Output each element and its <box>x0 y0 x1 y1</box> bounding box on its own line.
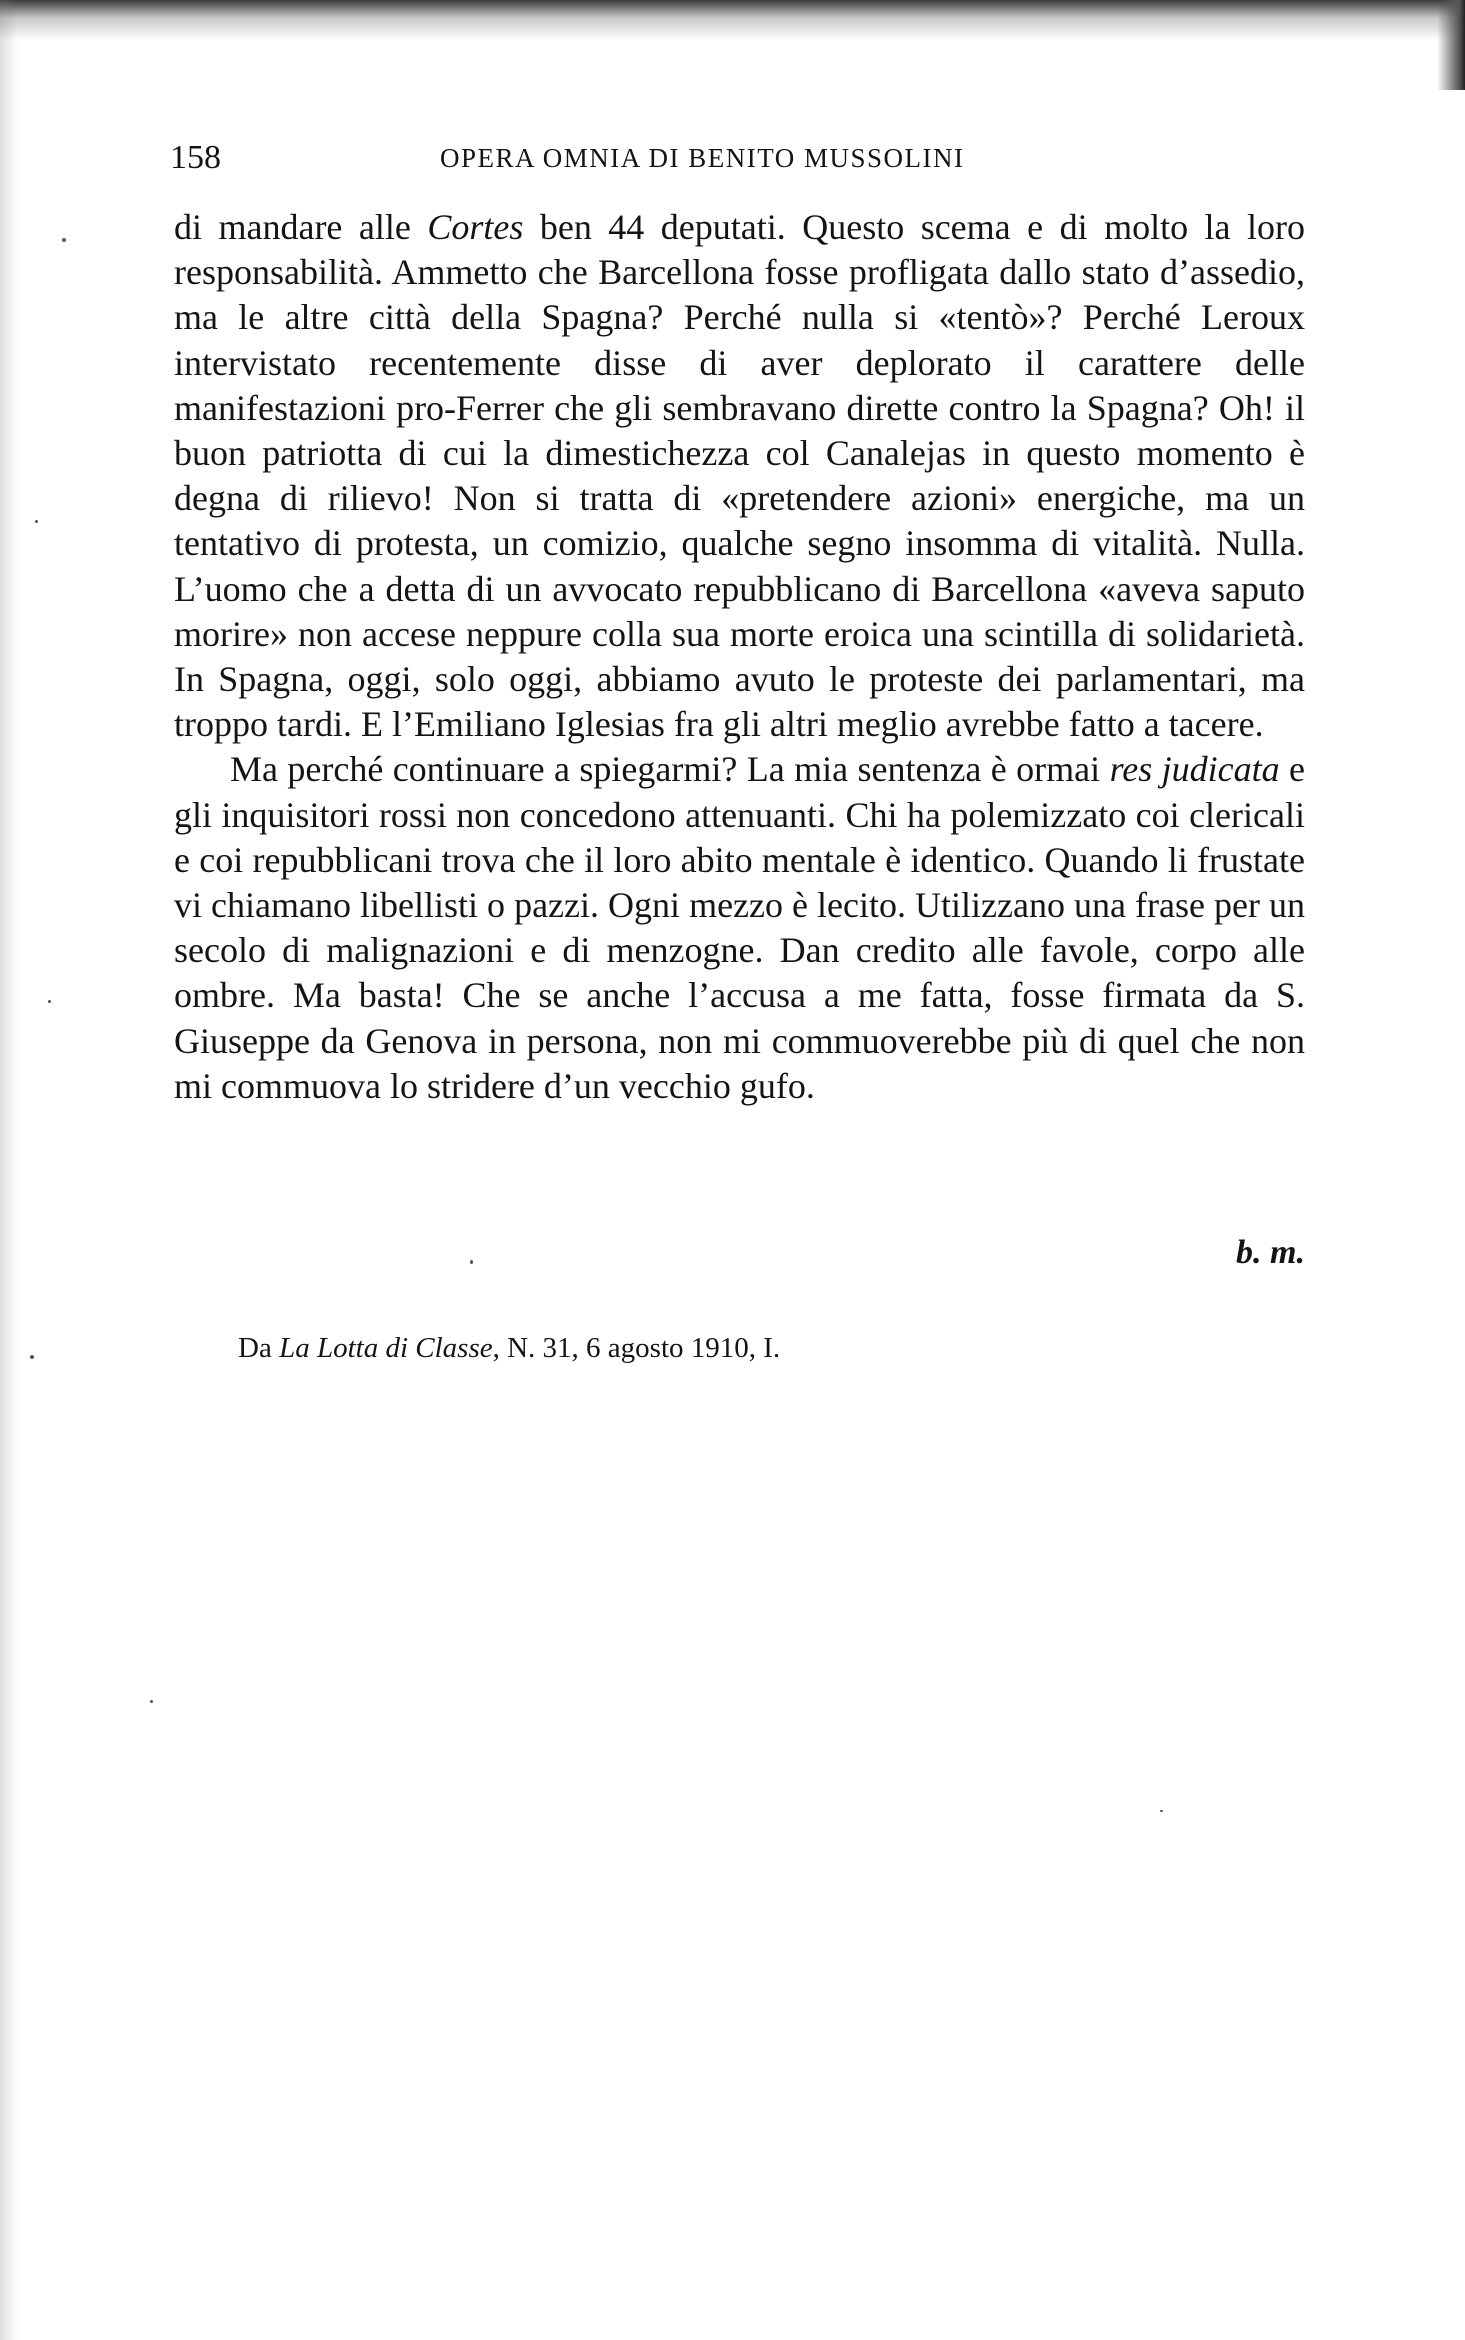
source-prefix: Da <box>238 1332 280 1364</box>
article-body <box>174 205 1305 1109</box>
author-signature: b. m. <box>1236 1234 1305 1271</box>
scan-speck <box>35 520 38 523</box>
source-details: , N. 31, 6 agosto 1910, I. <box>492 1332 781 1364</box>
source-citation <box>238 1328 1238 1368</box>
scan-edge-left <box>0 0 18 2340</box>
scan-edge-top <box>0 0 1465 40</box>
scan-speck <box>30 1355 34 1359</box>
paragraph-1-text-a: di mandare alle <box>174 207 428 247</box>
paragraph-2-text-a: Ma perché continuare a spiegarmi? La mia sentenza è ormai <box>230 749 1110 790</box>
paragraph-1 <box>174 205 1305 747</box>
page-header <box>170 138 1305 178</box>
scan-edge-right <box>1437 0 1465 90</box>
scan-speck <box>470 1260 473 1264</box>
paragraph-2-italic: res judicata <box>1109 749 1280 790</box>
paragraph-2 <box>174 747 1305 1109</box>
paragraph-1-italic: Cortes <box>427 207 524 247</box>
scan-speck <box>1160 1810 1163 1812</box>
scan-speck <box>48 1000 51 1003</box>
paragraph-2-text-b: e gli inquisitori rossi non concedono attenuanti. Chi ha polemizzato coi clericali e coi repubblicani trova che il loro abito mentale è identico. Quando li frustate vi chiamano libellisti o pazzi. Ogni mezzo è lecito. Utilizzano una frase per un secolo di malignazioni e di menzogne. Dan credito alle favole, corpo alle ombre. Ma basta! Che se anche l’accusa a me fatta, fosse firmata da S. Giuseppe da Genova in persona, non mi commuoverebbe più di quel che non mi commuova lo stridere d’un vecchio gufo. <box>174 749 1305 1106</box>
scan-speck <box>62 238 66 242</box>
paragraph-1-text-b: ben 44 deputati. Questo scema e di molto la loro responsabilità. Ammetto che Barcellona fosse profligata dallo stato d’assedio, ma le altre città della Spagna? Perché nulla si «tentò»? Perché Leroux intervistato recentemente disse di aver deplorato il carattere delle manifestazioni pro-Ferrer che gli sembravano dirette contro la Spagna? Oh! il buon patriotta di cui la dimestichezza col Canalejas in questo momento è degna di rilievo! Non si tratta di «pretendere azioni» energiche, ma un tentativo di protesta, un comizio, qualche segno insomma di vitalità. Nulla. L’uomo che a detta di un avvocato repubblicano di Barcellona «aveva saputo morire» non accese neppure colla sua morte eroica una scintilla di solidarietà. In Spagna, oggi, solo oggi, abbiamo avuto le proteste dei parlamentari, ma troppo tardi. E l’Emiliano Iglesias fra gli altri meglio avrebbe fatto a tacere. <box>174 207 1306 745</box>
source-publication: La Lotta di Classe <box>279 1332 493 1364</box>
page-number: 158 <box>170 139 221 176</box>
running-title: OPERA OMNIA DI BENITO MUSSOLINI <box>440 143 965 173</box>
scan-speck <box>150 1700 153 1703</box>
